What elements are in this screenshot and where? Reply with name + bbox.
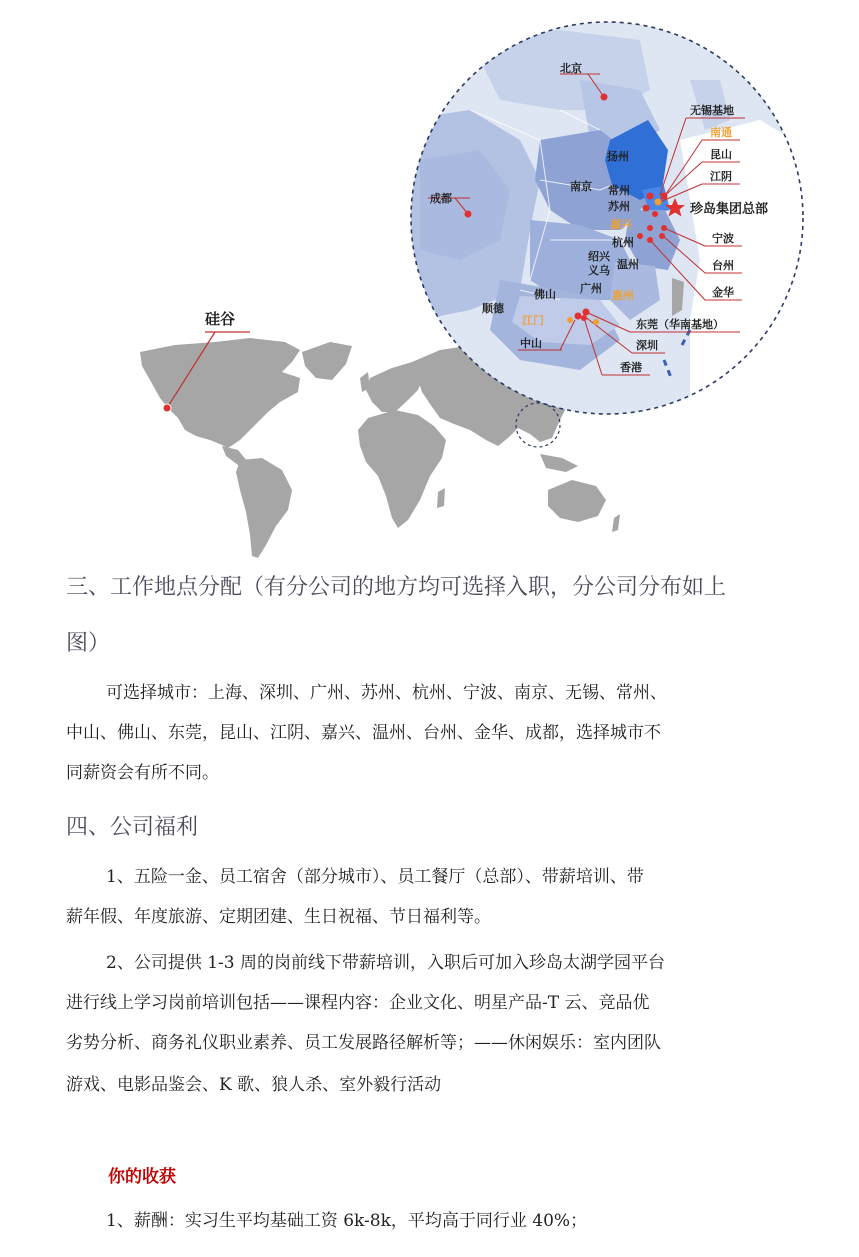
section-4-para2-line4: 游戏、电影品鉴会、K 歌、狼人杀、室外毅行活动 bbox=[66, 1075, 442, 1095]
label-ningbo: 宁波 bbox=[712, 232, 734, 245]
section-3-title-line1: 三、工作地点分配（有分公司的地方均可选择入职，分公司分布如上 bbox=[66, 575, 727, 600]
label-yiwu: 义乌 bbox=[588, 264, 610, 277]
silicon-valley-label: 硅谷 bbox=[205, 310, 236, 328]
section-3-body-line3: 同薪资会有所不同。 bbox=[66, 763, 219, 783]
label-nanjing: 南京 bbox=[570, 180, 592, 193]
section-4-para1-line2: 薪年假、年度旅游、定期团建、生日祝福、节日福利等。 bbox=[66, 907, 491, 927]
section-4-para2-line3: 劣势分析、商务礼仪职业素养、员工发展路径解析等；——休闲娱乐：室内团队 bbox=[66, 1033, 661, 1053]
label-dongguan: 东莞（华南基地） bbox=[636, 318, 724, 331]
harvest-item-1: 1、薪酬：实习生平均基础工资 6k-8k，平均高于同行业 40%； bbox=[106, 1211, 588, 1231]
label-jiangmen: 江门 bbox=[522, 314, 544, 327]
label-zhongshan: 中山 bbox=[520, 337, 542, 350]
label-shenzhen: 深圳 bbox=[636, 339, 658, 352]
label-wenzhou: 温州 bbox=[617, 258, 639, 271]
label-changzhou: 常州 bbox=[608, 184, 630, 197]
harvest-title: 你的收获 bbox=[108, 1167, 176, 1187]
label-hq: 珍岛集团总部 bbox=[690, 202, 769, 217]
label-jinhua: 金华 bbox=[712, 286, 734, 299]
label-guangzhou: 广州 bbox=[580, 282, 602, 295]
label-chengdu: 成都 bbox=[430, 192, 452, 205]
section-4-para1-line1: 1、五险一金、员工宿舍（部分城市）、员工餐厅（总部）、带薪培训、带 bbox=[106, 867, 644, 887]
label-yangzhou: 扬州 bbox=[607, 150, 629, 163]
label-huizhou: 惠州 bbox=[612, 289, 634, 302]
company-locations-map bbox=[0, 0, 859, 560]
label-hangzhou: 杭州 bbox=[612, 236, 634, 249]
label-jiaxing: 嘉兴 bbox=[610, 218, 632, 231]
label-taizhou: 台州 bbox=[712, 259, 734, 272]
section-4-para2-line2: 进行线上学习岗前培训包括——课程内容：企业文化、明星产品-T 云、竞品优 bbox=[66, 993, 650, 1013]
label-beijing: 北京 bbox=[560, 62, 582, 75]
section-3-body-line2: 中山、佛山、东莞，昆山、江阴、嘉兴、温州、台州、金华、成都，选择城市不 bbox=[66, 723, 661, 743]
label-wuxi: 无锡基地 bbox=[690, 104, 734, 117]
label-nantong: 南通 bbox=[710, 126, 732, 139]
label-jiangyin: 江阴 bbox=[710, 170, 732, 183]
section-3-title-line2: 图） bbox=[66, 631, 111, 656]
label-foshan: 佛山 bbox=[534, 288, 556, 301]
label-shunde: 顺德 bbox=[482, 302, 504, 315]
section-4-para2-line1: 2、公司提供 1-3 周的岗前线下带薪培训，入职后可加入珍岛太湖学园平台 bbox=[106, 953, 665, 973]
section-4-title: 四、公司福利 bbox=[66, 815, 199, 840]
label-suzhou: 苏州 bbox=[608, 200, 630, 213]
label-shaoxing: 绍兴 bbox=[588, 250, 610, 263]
section-3-body-line1: 可选择城市：上海、深圳、广州、苏州、杭州、宁波、南京、无锡、常州、 bbox=[106, 683, 667, 703]
label-hongkong: 香港 bbox=[620, 361, 642, 374]
label-kunshan: 昆山 bbox=[710, 148, 732, 161]
